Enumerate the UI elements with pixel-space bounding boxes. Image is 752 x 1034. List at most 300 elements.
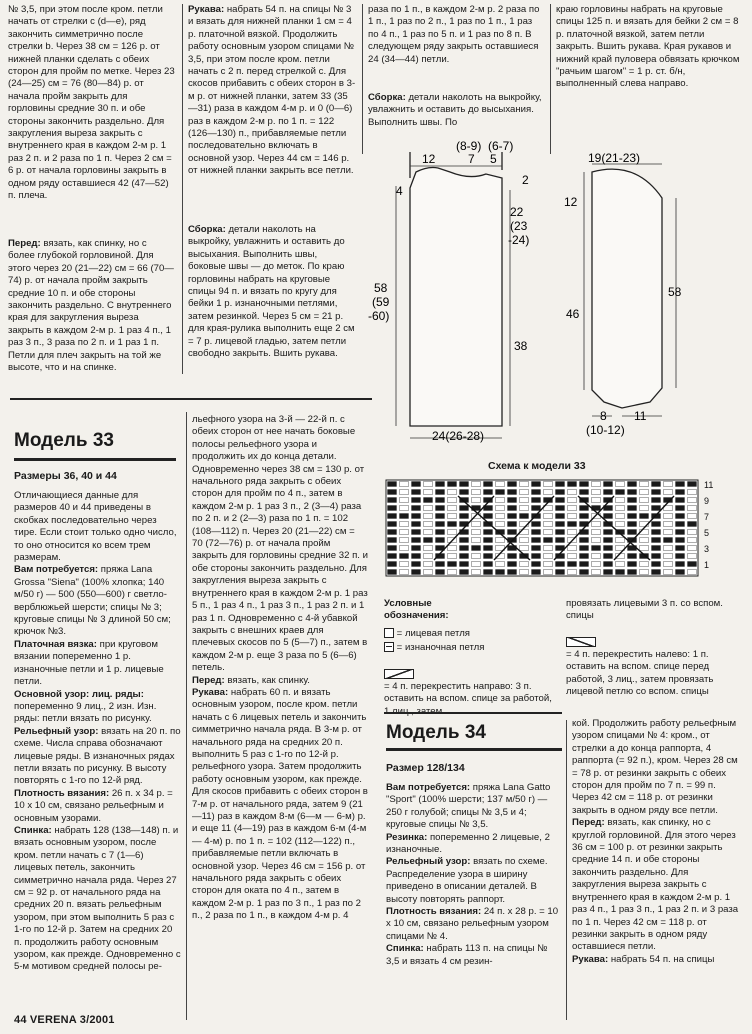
scheme-cell: [556, 530, 565, 535]
scheme-cell: [484, 490, 493, 495]
scheme-cell: [580, 482, 589, 487]
scheme-cell: [388, 562, 397, 567]
scheme-cell: [436, 570, 445, 575]
model33-front-heading: Перед:: [192, 674, 225, 686]
scheme-cell: [688, 538, 697, 543]
scheme-cell: [664, 538, 673, 543]
scheme-cell: [664, 570, 673, 575]
scheme-cell: [388, 490, 397, 495]
scheme-cell: [688, 570, 697, 575]
scheme-cell: [412, 522, 421, 527]
scheme-cell: [400, 554, 409, 559]
top-col1-front: [8, 238, 176, 372]
front-heading: Перед:: [8, 238, 41, 249]
scheme-cell: [604, 562, 613, 567]
dim-sleeve-cuff: 8: [600, 409, 607, 423]
page-footer: 44 VERENA 3/2001: [14, 1014, 115, 1026]
dim-side-h: 38: [514, 339, 528, 353]
scheme-frame: [386, 480, 698, 576]
model34-back: набрать 113 п. на спицы № 3,5 и вязать 4 см резин-: [386, 943, 548, 967]
model33-back-heading: Спинка:: [14, 824, 52, 836]
legend-cross-right: [384, 656, 554, 706]
scheme-cell: [604, 482, 613, 487]
scheme-cell: [460, 506, 469, 511]
dim-armhole-h2: (23: [510, 219, 528, 233]
scheme-cell: [556, 562, 565, 567]
scheme-cell: [592, 482, 601, 487]
scheme-cell: [400, 514, 409, 519]
scheme-cell: [412, 498, 421, 503]
scheme-cell: [532, 538, 541, 543]
scheme-cell: [664, 546, 673, 551]
scheme-cell: [388, 522, 397, 527]
scheme-cell: [496, 522, 505, 527]
scheme-cell: [580, 570, 589, 575]
model34-dens: 24 п. х 28 р. = 10 х 10 см, связано рельефным узором спицами № 4.: [386, 906, 559, 942]
legend-purl-text: = изнаночная петля: [396, 642, 485, 653]
scheme-cell: [520, 506, 529, 511]
scheme-cell: [508, 530, 517, 535]
scheme-cell: [556, 498, 565, 503]
scheme-cell: [652, 498, 661, 503]
assembly2-text: детали наколоть на выкройку, увлажнить и оставить до высыхания. Выполнить швы. По: [368, 92, 542, 128]
scheme-cell: [688, 498, 697, 503]
sleeve-heading: Рукава:: [188, 4, 225, 15]
top-col1-text: № 3,5, при этом после кром. петли начать от стрелки с (d—e), ряд закончить симметрично после стрелки b. Через 38 см = 126 р. от нижней планки сделать с обеих сторон для пройм по метке. Через 23 (24—25) см = 76 (80—84) р. от начала пройм закрыть для горловины средние 30 п. и обе стороны закончить раздельно. Для закругления выреза закрыть с внутреннего края в каждом 2-м р. 1 раз 2 п. и 2 раза по 1 п. Через 2 см = 6 р. от начала горловины закрыть в одном ряду оставшиеся 42 (47—52) п. плеча.: [8, 4, 175, 202]
scheme-cell: [424, 530, 433, 535]
legend-knit: [384, 628, 554, 640]
scheme-cell: [448, 506, 457, 511]
scheme-cell: [472, 498, 481, 503]
scheme-cell: [652, 530, 661, 535]
top-col3-text: раза по 1 п., в каждом 2-м р. 2 раза по 1 п., 1 раз по 2 п., 1 раз по 1 п., 1 раз по 4 п., 1 раз по 5 п. и 1 раз по 8 п. В следующем ряду закрыть оставшиеся 24 (34—44) петли.: [368, 4, 540, 65]
scheme-cell: [400, 506, 409, 511]
dim-sleeve-length: 46: [566, 307, 580, 321]
scheme-cell: [460, 546, 469, 551]
scheme-cell: [592, 490, 601, 495]
scheme-cell: [592, 498, 601, 503]
scheme-cell: [412, 514, 421, 519]
scheme-cell: [412, 546, 421, 551]
dim-full-h2: (59: [372, 295, 390, 309]
scheme-cell: [400, 490, 409, 495]
scheme-cell: [448, 530, 457, 535]
scheme-cell: [688, 482, 697, 487]
scheme-cell: [460, 482, 469, 487]
scheme-cell: [424, 514, 433, 519]
scheme-cell: [436, 530, 445, 535]
scheme-cell: [544, 482, 553, 487]
scheme-cell: [676, 530, 685, 535]
model34-need: пряжа Lana Gatto "Sport" (100% шерсти; 137 м/50 г) — 250 г голубой; спицы № 3,5 и 4; круговые спицы № 3,5.: [386, 782, 551, 831]
scheme-cell: [604, 490, 613, 495]
scheme-cell: [484, 538, 493, 543]
dim-full-h: 58: [374, 281, 388, 295]
scheme-cell: [460, 554, 469, 559]
scheme-cell: [676, 490, 685, 495]
dim-armhole-h3: -24): [508, 233, 530, 247]
scheme-cell: [688, 522, 697, 527]
sleeve-text: набрать 54 п. на спицы № 3 и вязать для нижней планки 1 см = 4 р. платочной вязкой. Продолжить работу основным узором спицами № 3,5, при этом после кром. петли начать с 2 п. перед стрелкой c. Для скосов прибавить с обеих сторон в 3-м р. от нижней планки, затем 33 (35—31) раза в каждом 4-м р. и 0 (0—6) раз в каждом 2-м р. по 1 п. = 122 (126—130) п., прибавляемые петли последовательно включать в основной узор. Через 44 см = 146 р. от нижней планки закрыть все петли.: [188, 4, 356, 177]
scheme-cell: [676, 522, 685, 527]
scheme-cell: [508, 506, 517, 511]
scheme-cell: [580, 514, 589, 519]
scheme-cell: [400, 530, 409, 535]
model33-col2: [192, 414, 368, 1020]
model33-sleeve-heading: Рукава:: [192, 686, 229, 698]
top-col2-sleeve: [188, 4, 356, 224]
scheme-cell: [508, 498, 517, 503]
scheme-cell: [544, 522, 553, 527]
scheme-cell: [472, 546, 481, 551]
column-divider: [550, 4, 551, 154]
legend-cross-left-text: = 4 п. перекрестить налево: 1 п. оставить на вспом. спице перед работой, 3 лиц., затем провязать лицевой петлю со вспом. спицы: [566, 648, 714, 698]
scheme-cell: [604, 554, 613, 559]
model34-col2-text: кой. Продолжить работу рельефным узором спицами № 4: кром., от стрелки a до конца раппорта, 4 раппорта (= 92 п.), кром. Через 28 см = 78 р. от резинки закрыть с обеих сторон для пройм по 7 п. = 99 п. Через 42 см = 118 р. от резинки закрыть в одном ряду все петли.: [572, 718, 738, 816]
scheme-cell: [544, 514, 553, 519]
scheme-cell: [676, 570, 685, 575]
scheme-cell: [424, 490, 433, 495]
scheme-cell: [532, 498, 541, 503]
top-col4-text: краю горловины набрать на круговые спицы 125 п. и вязать для бейки 2 см = 8 р. платочной вязкой, затем петли закрыть. Вшить рукава. Края рукавов и нижний край пуловера обвязать крючком "рачьим шагом" = 1 р. ст. б/н, выполненный слева направо.: [556, 4, 740, 90]
model34-rel: вязать по схеме. Распределение узора в ширину приведено в описании деталей. В высоту повторять раппорт.: [386, 856, 548, 905]
scheme-cell: [616, 498, 625, 503]
scheme-cell: [424, 562, 433, 567]
scheme-cell: [472, 562, 481, 567]
scheme-cell: [676, 482, 685, 487]
scheme-cell: [460, 538, 469, 543]
scheme-cell: [688, 562, 697, 567]
scheme-cell: [640, 562, 649, 567]
scheme-cell: [508, 522, 517, 527]
scheme-row-label: 1: [704, 560, 710, 570]
scheme-cell: [580, 490, 589, 495]
dim-left-drop: 4: [396, 184, 403, 198]
scheme-cell: [544, 546, 553, 551]
model33-col1: [14, 490, 182, 1020]
scheme-cell: [412, 554, 421, 559]
model33-intro: Отличающиеся данные для размеров 40 и 44 приведены в скобках последовательно через тире. Если стоит только одно число, то оно относится ко всем трем размерам.: [14, 490, 177, 564]
scheme-cell: [664, 522, 673, 527]
scheme-cell: [604, 514, 613, 519]
scheme-cell: [664, 554, 673, 559]
dim-sleeve-inc: 11: [634, 409, 647, 423]
model34-front: вязать, как спинку, но с круглой горловиной. Для этого через 36 см = 100 р. от резинки закрыть средние 14 п. и обе стороны закончить раздельно. Для закругления выреза закрыть с внутреннего края в каждом 2-м р. 1 раз 4 п., 1 раз 3 п., 1 раз 2 п. и 3 раза по 1 п. Через 42 см = 118 р. от резинки закрыть в одном ряду оставшиеся петли.: [572, 817, 739, 953]
scheme-cell: [664, 530, 673, 535]
scheme-cell: [556, 538, 565, 543]
scheme-cell: [652, 546, 661, 551]
scheme-cell: [424, 570, 433, 575]
scheme-cell: [412, 506, 421, 511]
scheme-cell: [544, 562, 553, 567]
model33-sleeve: набрать 60 п. и вязать основным узором, после кром. петли начать с 6 лицевых петель и закончить симметрично начала ряда. В 3-м р. от начального ряда на средних 20 п. выполнить 5 раз с 1-го по 12-й р. рельефного узора. Затем продолжить работу основным узором, как прежде. Для скосов прибавить с обеих сторон в 7-м р. от начального ряда, затем 9 (21—11) раз в каждом 8-м (6—м — 6-м) р. и еще 11 (4—19) раз в каждом 6-м (4-м — 4-м) р. по 1 п. = 102 (112—122) п., прибавляемые петли включать в основной узор. Через 46 см = 156 р. от начального ряда закрыть с обеих сторон для оката по 4 п., затем в каждом 2-м р. 1 раз по 3 п., 1 раз по 2 п., 2 раза по 1 п., в каждом 4-м р. 4: [192, 686, 368, 922]
assembly-heading: Сборка:: [188, 224, 226, 235]
scheme-cell: [580, 546, 589, 551]
scheme-cell: [652, 562, 661, 567]
scheme-cell: [580, 506, 589, 511]
scheme-cell: [496, 498, 505, 503]
model33-plat-heading: Платочная вязка:: [14, 638, 97, 650]
scheme-cell: [628, 522, 637, 527]
scheme-cell: [676, 554, 685, 559]
model34-sizes: Размер 128/134: [386, 762, 465, 774]
scheme-cell: [436, 562, 445, 567]
scheme-cell: [664, 490, 673, 495]
scheme-cell: [604, 570, 613, 575]
legend-knit-text: = лицевая петля: [396, 628, 470, 639]
scheme-cell: [568, 546, 577, 551]
scheme-cell: [628, 562, 637, 567]
scheme-cell: [436, 498, 445, 503]
scheme-cell: [640, 570, 649, 575]
scheme-cell: [460, 570, 469, 575]
model34-need-heading: Вам потребуется:: [386, 782, 471, 793]
scheme-cell: [400, 570, 409, 575]
scheme-cell: [592, 546, 601, 551]
scheme-cell: [652, 570, 661, 575]
dim-sleeve-cap: 12: [564, 195, 578, 209]
scheme-cell: [616, 538, 625, 543]
scheme-cell: [688, 514, 697, 519]
scheme-cell: [400, 562, 409, 567]
scheme-cell: [496, 538, 505, 543]
scheme-row-label: 9: [704, 496, 710, 506]
scheme-cell: [568, 514, 577, 519]
scheme-cell: [472, 538, 481, 543]
model34-title-rule: [386, 748, 562, 751]
scheme-cell: [388, 506, 397, 511]
scheme-cell: [424, 506, 433, 511]
model33-plat: при круговом вязании попеременно 1 р. изнаночные петли и 1 р. лицевые петли.: [14, 638, 164, 688]
legend-cross-right-cont: провязать лицевыми 3 п. со вспом. спицы: [566, 598, 723, 622]
scheme-cell: [556, 490, 565, 495]
section-rule: [10, 398, 372, 400]
legend-purl: [384, 642, 554, 654]
scheme-cell: [664, 562, 673, 567]
scheme-cell: [472, 530, 481, 535]
scheme-cell: [676, 538, 685, 543]
scheme-cell: [436, 538, 445, 543]
scheme-cell: [520, 498, 529, 503]
scheme-cell: [448, 562, 457, 567]
scheme-cell: [628, 554, 637, 559]
scheme-cell: [508, 562, 517, 567]
scheme-cell: [484, 514, 493, 519]
model34-rel-heading: Рельефный узор:: [386, 856, 471, 868]
scheme-cell: [520, 482, 529, 487]
scheme-cell: [556, 482, 565, 487]
model34-front-heading: Перед:: [572, 817, 605, 829]
scheme-cell: [640, 506, 649, 511]
scheme-cell: [676, 498, 685, 503]
dim-full-h3: -60): [368, 309, 390, 323]
dim-neck: 7: [468, 152, 475, 166]
dim-sleeve-outer: 58: [668, 285, 682, 299]
scheme-cell: [640, 514, 649, 519]
scheme-cell: [556, 506, 565, 511]
scheme-cell: [520, 546, 529, 551]
scheme-cell: [532, 554, 541, 559]
scheme-cell: [424, 554, 433, 559]
column-divider: [566, 720, 567, 1020]
scheme-cell: [616, 490, 625, 495]
scheme-cell: [688, 490, 697, 495]
scheme-cell: [652, 554, 661, 559]
scheme-cell: [580, 554, 589, 559]
scheme-cell: [556, 514, 565, 519]
scheme-cell: [544, 530, 553, 535]
scheme-cell: [592, 562, 601, 567]
scheme-cell: [412, 490, 421, 495]
scheme-cell: [496, 506, 505, 511]
cross-right-icon: [384, 669, 414, 679]
scheme-cell: [640, 498, 649, 503]
scheme-cell: [604, 546, 613, 551]
scheme-cell: [652, 522, 661, 527]
scheme-row-label: 3: [704, 544, 710, 554]
column-divider: [362, 4, 363, 154]
scheme-cell: [688, 554, 697, 559]
scheme-cell: [412, 562, 421, 567]
scheme-cell: [400, 522, 409, 527]
scheme-cell: [472, 570, 481, 575]
scheme-cell: [388, 530, 397, 535]
scheme-cell: [448, 570, 457, 575]
scheme-cell: [424, 546, 433, 551]
body-pattern: [410, 152, 502, 426]
scheme-cell: [520, 538, 529, 543]
model34-rez: попеременно 2 лицевые, 2 изнаночные.: [386, 831, 550, 856]
scheme-cell: [652, 506, 661, 511]
column-divider: [182, 4, 183, 374]
scheme-cell: [544, 570, 553, 575]
model33-col2-text: льефного узора на 3-й — 22-й п. с обеих сторон от нее начать боковые полосы рельефного узора и продолжить их до конца детали. Одновременно через 38 см = 130 р. от начального ряда закрыть с обеих сторон для пройм по 4 п., затем в каждом 2-м р. 1 раз 3 п., 2 (3—4) раза по 2 п. и 2 (2—3) раза по 1 п. = 102 (108—112) п. Через 20 (21—22) см = 70 (72—76) р. от начала пройм закрыть для горловины средние 32 п. и обе стороны закончить раздельно. Для закругления выреза закрыть с внутреннего края в каждом 2-м р. 1 раз 5 п., 1 раз 4 п., 1 раз 3 п., 1 раз 2 п. и 1 раз 1 п. Одновременно с 4-й убавкой закрыть с внешних краев для плечевых скосов по 5 (5—7) п., затем в каждом 2-м р. еще 3 раза по 5 (6—6) петель.: [192, 414, 368, 674]
scheme-cell: [508, 482, 517, 487]
model33-osn-heading: Основной узор: лиц. ряды:: [14, 688, 144, 700]
model33-title: Модель 33: [14, 430, 114, 451]
scheme-cell: [628, 490, 637, 495]
scheme-cell: [532, 506, 541, 511]
dim-shoulder-h: (6-7): [488, 139, 514, 153]
scheme-cell: [592, 554, 601, 559]
scheme-cell: [592, 570, 601, 575]
model33-title-rule: [14, 458, 176, 461]
scheme-cell: [448, 522, 457, 527]
scheme-cell: [580, 562, 589, 567]
scheme-cell: [640, 490, 649, 495]
scheme-cell: [388, 570, 397, 575]
model33-sizes: Размеры 36, 40 и 44: [14, 470, 117, 482]
scheme-cell: [436, 522, 445, 527]
scheme-cell: [388, 482, 397, 487]
dim-neck-h: (8-9): [456, 139, 482, 153]
scheme-cell: [520, 514, 529, 519]
scheme-cell: [448, 554, 457, 559]
scheme-cell: [688, 530, 697, 535]
scheme-cell: [436, 482, 445, 487]
column-divider: [186, 412, 187, 1020]
scheme-cell: [520, 562, 529, 567]
model34-col2: [572, 718, 744, 1020]
model34-title: Модель 34: [386, 722, 486, 743]
model33-dens: 26 п. х 34 р. = 10 х 10 см, связано рельефным и основным узорами.: [14, 787, 173, 824]
scheme-cell: [568, 554, 577, 559]
scheme-cell: [544, 538, 553, 543]
scheme-cell: [664, 482, 673, 487]
scheme-cell: [448, 514, 457, 519]
scheme-cell: [508, 570, 517, 575]
scheme-cell: [592, 538, 601, 543]
scheme-cell: [400, 498, 409, 503]
dim-top-width: 12: [422, 152, 436, 166]
scheme-cell: [616, 562, 625, 567]
dim-shoulder: 5: [490, 152, 497, 166]
scheme-cell: [568, 562, 577, 567]
scheme-cell: [388, 538, 397, 543]
scheme-cell: [496, 482, 505, 487]
scheme-cell: [472, 482, 481, 487]
model34-rez-heading: Резинка:: [386, 831, 428, 843]
scheme-cell: [544, 554, 553, 559]
scheme-cell: [616, 570, 625, 575]
scheme-cell: [436, 490, 445, 495]
dim-right-drop: 2: [522, 173, 529, 187]
scheme-cell: [424, 498, 433, 503]
scheme-cell: [640, 546, 649, 551]
scheme-cell: [676, 562, 685, 567]
scheme-cell: [604, 530, 613, 535]
scheme-cell: [424, 482, 433, 487]
scheme-cell: [508, 514, 517, 519]
scheme-cell: [676, 506, 685, 511]
pattern-diagram: [360, 140, 752, 452]
scheme-cell: [652, 482, 661, 487]
scheme-row-label: 7: [704, 512, 710, 522]
scheme-cell: [460, 514, 469, 519]
scheme-cell: [484, 530, 493, 535]
scheme-cell: [484, 546, 493, 551]
scheme-cell: [628, 570, 637, 575]
scheme-cell: [544, 490, 553, 495]
scheme-cell: [568, 522, 577, 527]
scheme-cell: [484, 570, 493, 575]
scheme-cell: [400, 538, 409, 543]
scheme-cell: [616, 506, 625, 511]
dim-sleeve-cuff-alt: (10-12): [586, 423, 625, 437]
scheme-cell: [568, 570, 577, 575]
scheme-cell: [424, 538, 433, 543]
scheme-cell: [652, 490, 661, 495]
scheme-cell: [484, 562, 493, 567]
top-col2-assembly: [188, 224, 356, 374]
scheme-cell: [412, 482, 421, 487]
model34-sleeve-heading: Рукава:: [572, 953, 609, 965]
scheme-cell: [496, 562, 505, 567]
scheme-cell: [400, 546, 409, 551]
scheme-cell: [460, 490, 469, 495]
scheme-title: Схема к модели 33: [488, 460, 586, 472]
scheme-cell: [628, 498, 637, 503]
scheme-cell: [532, 546, 541, 551]
legend-cross-left: [566, 624, 742, 698]
model33-front: вязать, как спинку.: [224, 674, 310, 686]
assembly-text: детали наколоть на выкройку, увлажнить и оставить до высыхания. Выполнить швы, боковые швы — до меток. По краю горловины набрать на круговые спицы 94 п. и вязать по кругу для бейки 1 р. изнаночными петлями, затем резинкой. Через 5 см = 21 р. для края-рулика выполнить еще 2 см = 7 р. лицевой гладью, затем петли свободно закрыть. Вшить рукава.: [188, 224, 355, 360]
model33-dens-heading: Плотность вязания:: [14, 787, 110, 799]
scheme-cell: [556, 570, 565, 575]
dim-sleeve-top: 19(21-23): [588, 151, 641, 165]
scheme-cell: [496, 490, 505, 495]
scheme-cell: [628, 506, 637, 511]
